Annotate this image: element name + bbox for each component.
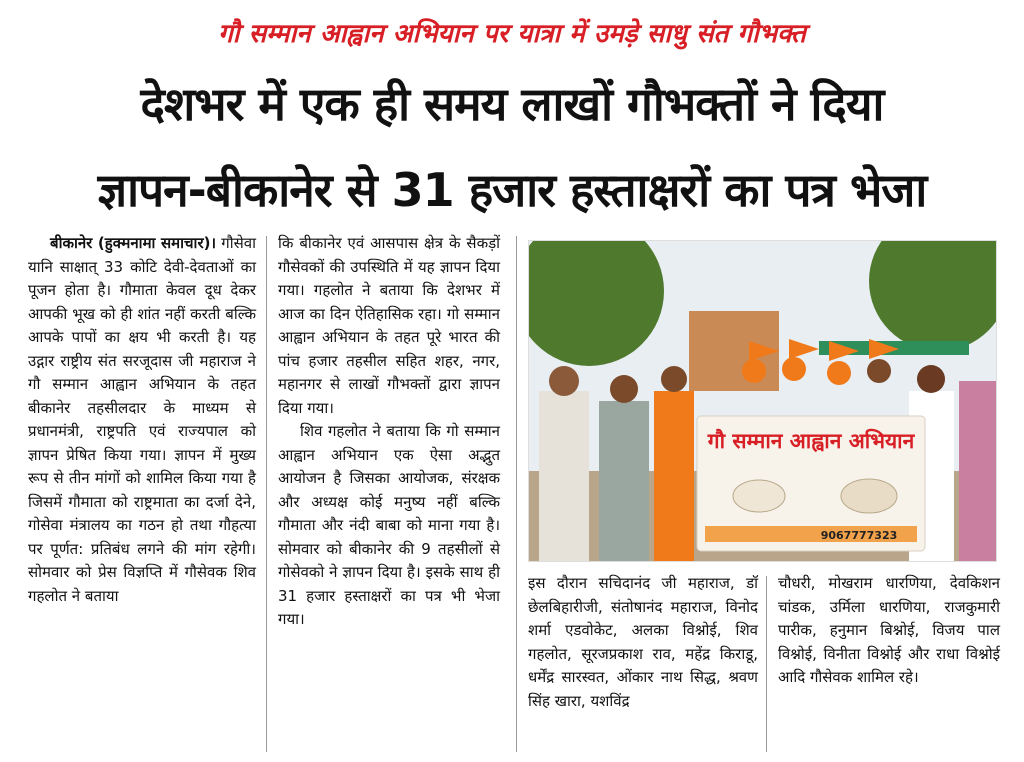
column-divider (766, 576, 767, 752)
article-column-2 (278, 232, 500, 632)
headline-line-1: देशभर में एक ही समय लाखों गौभक्तों ने दिया (140, 77, 884, 131)
kicker-headline: गौ सम्मान आह्वान अभियान पर यात्रा में उमड़े साधु संत गौभक्त (218, 19, 806, 49)
banner-phone: 9067777323 (820, 529, 898, 542)
column-1-text: गौसेवा यानि साक्षात् 33 कोटि देवी-देवताओं का पूजन होता है। गौमाता केवल दूध देकर आपकी भूख को ही शांत नहीं करती बल्कि आपके पापों का क्षय भी करती है। यह उद्गार राष्ट्रीय संत सरजूदास जी महाराज ने गौ सम्मान आह्वान अभियान के तहत बीकानेर तहसीलदार के माध्यम से प्रधानमंत्री, राष्ट्रपति एवं राज्यपाल को ज्ञापन प्रेषित किया गया। ज्ञापन में मुख्य रूप से तीन मांगों को शामिल किया गया है जिसमें गौमाता को राष्ट्रमाता का दर्जा देने, गोसेवा मंत्रालय का गठन हो तथा गौहत्या पर पूर्णत: प्रतिबंध लगने की मांग रहेगी। सोमवार को प्रेस विज्ञप्ति में गौसेवक शिव गहलोत ने बताया (28, 234, 256, 605)
column-divider (266, 236, 267, 752)
rally-photo-illustration (529, 241, 996, 561)
photo-banner (697, 416, 925, 551)
dateline: बीकानेर (हुक्मनामा समाचार)। (50, 234, 217, 252)
column-divider (516, 236, 517, 752)
column-3-text: इस दौरान सचिदानंद जी महाराज, डॉ छेलबिहारीजी, संतोषानंद महाराज, विनोद शर्मा एडवोकेट, अलका विश्नोई, शिव गहलोत, सूरजप्रकाश राव, महेंद्र किराडू, धर्मेंद्र सारस्वत, ओंकार नाथ सिद्ध, श्रवण सिंह खारा, यशविंद्र (528, 574, 758, 710)
headline-line-2: ज्ञापन-बीकानेर से 31 हजार हस्ताक्षरों का पत्र भेजा (97, 163, 927, 217)
rally-photo (528, 240, 997, 562)
column-4-text: चौधरी, मोखराम धारणिया, देवकिशन चांडक, उर्मिला धारणिया, राजकुमारी पारीक, हनुमान बिश्नोई, विजय पाल विश्नोई, विनीता विश्नोई और राधा विश्नोई आदि गौसेवक शामिल रहे। (778, 574, 1000, 686)
column-2-paragraph-2: शिव गहलोत ने बताया कि गो सम्मान आह्वान अभियान एक ऐसा अद्भुत आयोजन है जिसका आयोजक, संरक्षक और अध्यक्ष कोई मनुष्य नहीं बल्कि गौमाता और नंदी बाबा को माना गया है। सोमवार को बीकानेर की 9 तहसीलों से गोसेवको ने ज्ञापन दिया है। इसके साथ ही 31 हजार हस्ताक्षरों का पत्र भी भेजा गया। (278, 422, 500, 628)
article-column-4 (778, 572, 1000, 690)
article-column-3 (528, 572, 758, 713)
article-column-1 (28, 232, 256, 608)
column-2-paragraph-1: कि बीकानेर एवं आसपास क्षेत्र के सैकड़ों गौसेवकों की उपस्थिति में यह ज्ञापन दिया गया। गहलोत ने बताया कि देशभर में आज का दिन ऐतिहासिक रहा। गो सम्मान आह्वान अभियान के तहत पूरे भारत की पांच हजार तहसील सहित शहर, नगर, महानगर से लाखों गौभक्तों द्वारा ज्ञापन दिया गया। (278, 234, 500, 417)
banner-title: गौ सम्मान आह्वान अभियान (707, 429, 915, 453)
